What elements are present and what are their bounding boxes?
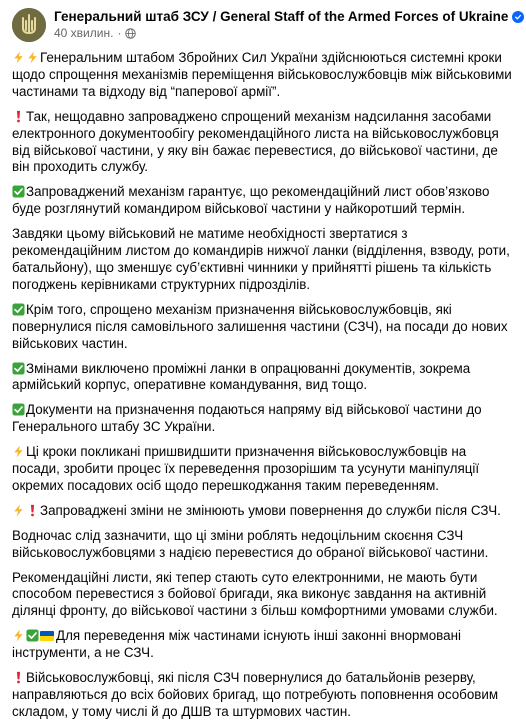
- check-icon: [12, 403, 25, 416]
- paragraph-text: Ці кроки покликані пришвидшити призначення військовослужбовців на посади, зробити процес їх переведення прозорішим та усунути маніпуляції окремих посадових осіб щодо перешкоджання таким переведенням.: [12, 444, 480, 493]
- paragraph-text: Так, нещодавно запроваджено спрощений механізм надсилання засобами електронного документообігу рекомендаційного листа на військовослужбовця від військової частини, у яку він бажає перевестися, до військової частини, де він проходить службу.: [12, 108, 499, 175]
- exclamation-icon: [26, 504, 39, 517]
- post-meta: [54, 26, 524, 40]
- lightning-icon: [12, 629, 25, 642]
- lightning-icon: [12, 51, 25, 64]
- page-name[interactable]: Генеральний штаб ЗСУ / General Staff of the Armed Forces of Ukraine: [54, 9, 509, 25]
- post-time[interactable]: 40 хвилин.: [54, 26, 114, 41]
- post-paragraph: [12, 109, 514, 177]
- post-paragraph: [12, 570, 514, 621]
- check-icon: [12, 303, 25, 316]
- lightning-icon: [12, 445, 25, 458]
- paragraph-text: Для переведення між частинами існують інші законні внормовані інструменти, а не СЗЧ.: [12, 628, 461, 661]
- paragraph-text: Генеральним штабом Збройних Сил України здійснюються системні кроки щодо спрощення механізмів переміщення військовослужбовців між військовими частинами та відходу від “паперової армії”.: [12, 50, 512, 99]
- meta-separator: ·: [117, 26, 122, 41]
- exclamation-icon: [12, 671, 25, 684]
- paragraph-text: Завдяки цьому військовий не матиме необхідності звертатися з рекомендаційним листом до командирів нижчої ланки (відділення, взводу, роти, батальйону), що зменшує суб’єктивні чинники у прийнятті рішень та кількість погоджень керівниками структурних підрозділів.: [12, 226, 510, 292]
- post-body: [12, 50, 514, 721]
- post-paragraph: [12, 184, 514, 218]
- post-paragraph: [12, 50, 514, 101]
- paragraph-text: Запроваджені зміни не змінюють умови повернення до служби після СЗЧ.: [40, 502, 501, 518]
- paragraph-text: Документи на призначення подаються напряму від військової частини до Генерального штабу ЗС України.: [12, 402, 482, 435]
- verified-badge-icon: [512, 11, 524, 23]
- post-paragraph: [12, 361, 514, 395]
- globe-icon: [125, 28, 136, 39]
- post-paragraph: [12, 302, 514, 353]
- post-paragraph: [12, 628, 514, 662]
- flag-icon: [40, 631, 54, 641]
- exclamation-icon: [12, 110, 25, 123]
- post-paragraph: [12, 528, 514, 562]
- lightning-icon: [26, 51, 39, 64]
- post-header: [12, 8, 514, 42]
- lightning-icon: [12, 504, 25, 517]
- paragraph-text: Крім того, спрощено механізм призначення військовослужбовців, які повернулися після самовільного залишення частини (СЗЧ), на посади до нових військових частин.: [12, 301, 508, 351]
- post-paragraph: [12, 226, 514, 294]
- page-avatar[interactable]: [12, 8, 46, 42]
- check-icon: [12, 362, 25, 375]
- post-paragraph: [12, 503, 514, 520]
- post-paragraph: [12, 444, 514, 495]
- check-icon: [26, 629, 39, 642]
- paragraph-text: Водночас слід зазначити, що ці зміни роблять недоцільним скоєння СЗЧ військовослужбовцями з надією перевестися до обраної військової частини.: [12, 527, 489, 560]
- check-icon: [12, 185, 25, 198]
- header-text: [54, 9, 524, 41]
- paragraph-text: Рекомендаційні листи, які тепер стають суто електронними, не мають бути способом перевестися з бойової бригади, яка виконує завдання на активній ділянці фронту, до військової частини з більш комфортними умовами служби.: [12, 569, 498, 619]
- trident-logo-icon: [12, 8, 46, 42]
- post-paragraph: [12, 670, 514, 721]
- paragraph-text: Змінами виключено проміжні ланки в опрацюванні документів, зокрема армійський корпус, оперативне командування, вид тощо.: [12, 360, 471, 393]
- paragraph-text: Запроваджений механізм гарантує, що рекомендаційний лист обов’язково буде розглянутий командиром військової частини у найкоротший термін.: [12, 184, 490, 217]
- paragraph-text: Військовослужбовці, які після СЗЧ повернулися до батальйонів резерву, направляються до всіх бойових бригад, що потребують поповнення особовим складом, у тому числі й до ДШВ та штурмових частин.: [12, 670, 499, 719]
- page-name-row: [54, 9, 524, 25]
- post-paragraph: [12, 402, 514, 436]
